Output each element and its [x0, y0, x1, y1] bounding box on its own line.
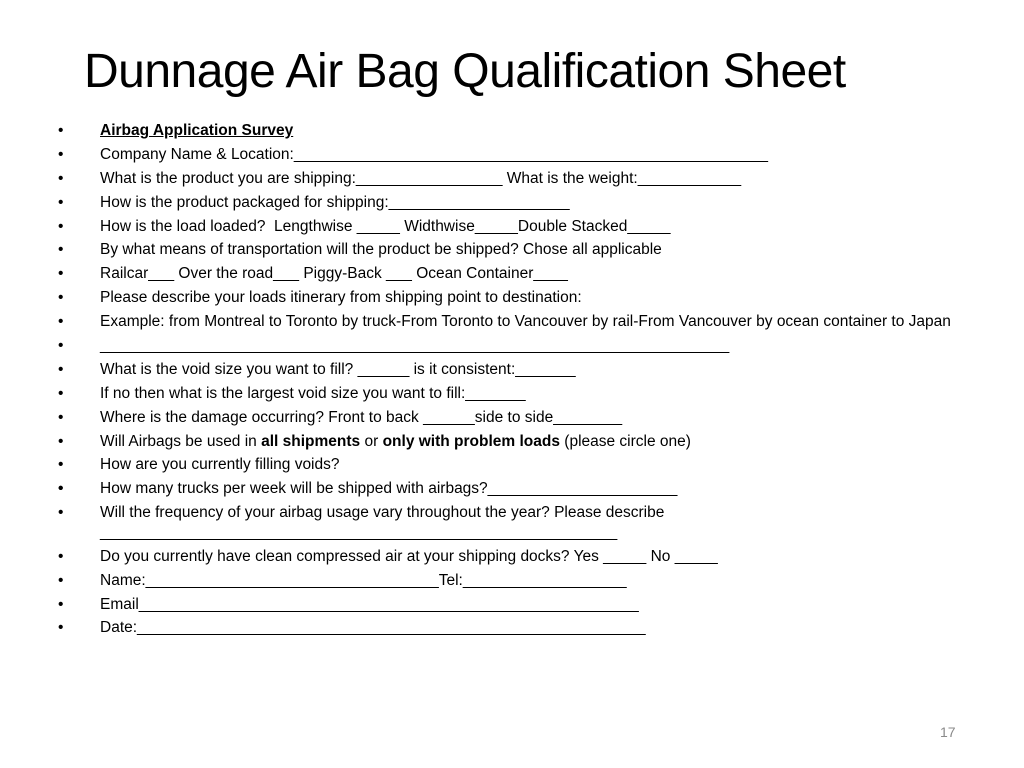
problem-loads-option: only with problem loads [382, 432, 560, 450]
list-item: • By what means of transportation will the product be shipped? Chose all applicable [56, 240, 976, 260]
slide-number: 17 [940, 724, 956, 740]
list-item: • If no then what is the largest void size you want to fill:_______ [56, 384, 976, 404]
all-shipments-option: all shipments [261, 432, 361, 450]
list-item: • How many trucks per week will be shipped with airbags?______________________ [56, 479, 976, 499]
list-item [56, 432, 976, 452]
list-item: • Email__________________________________________________________ [56, 595, 976, 615]
list-item-survey-heading [56, 121, 976, 141]
list-item: • Name:__________________________________Tel:___________________ [56, 571, 976, 591]
list-item: • _________________________________________________________________________ [56, 336, 976, 356]
slide-title: Dunnage Air Bag Qualification Sheet [84, 45, 846, 98]
list-item: • Please describe your loads itinerary from shipping point to destination: [56, 288, 976, 308]
list-item: • Example: from Montreal to Toronto by truck-From Toronto to Vancouver by rail-From Vancouver by ocean container to Japan [56, 312, 976, 332]
list-item: • Do you currently have clean compressed air at your shipping docks? Yes _____ No _____ [56, 547, 976, 567]
list-item: • Date:___________________________________________________________ [56, 618, 976, 638]
list-item: • Company Name & Location:_______________________________________________________ [56, 145, 976, 165]
list-item: • What is the void size you want to fill? ______ is it consistent:_______ [56, 360, 976, 380]
item-text: or [360, 432, 383, 450]
survey-heading: Airbag Application Survey [100, 122, 294, 139]
list-item: • Will the frequency of your airbag usage vary throughout the year? Please describe ____________________________________________________________ [56, 503, 976, 542]
bullet-list [56, 121, 976, 642]
item-text: Will Airbags be used in [100, 432, 262, 450]
list-item: • What is the product you are shipping:_________________ What is the weight:____________ [56, 169, 976, 189]
item-text: (please circle one) [559, 432, 691, 450]
list-item: • Where is the damage occurring? Front to back ______side to side________ [56, 408, 976, 428]
list-item: • How is the product packaged for shipping:_____________________ [56, 193, 976, 213]
list-item: • How are you currently filling voids? [56, 455, 976, 475]
list-item: • How is the load loaded? Lengthwise _____ Widthwise_____Double Stacked_____ [56, 217, 976, 237]
list-item: • Railcar___ Over the road___ Piggy-Back ___ Ocean Container____ [56, 264, 976, 284]
